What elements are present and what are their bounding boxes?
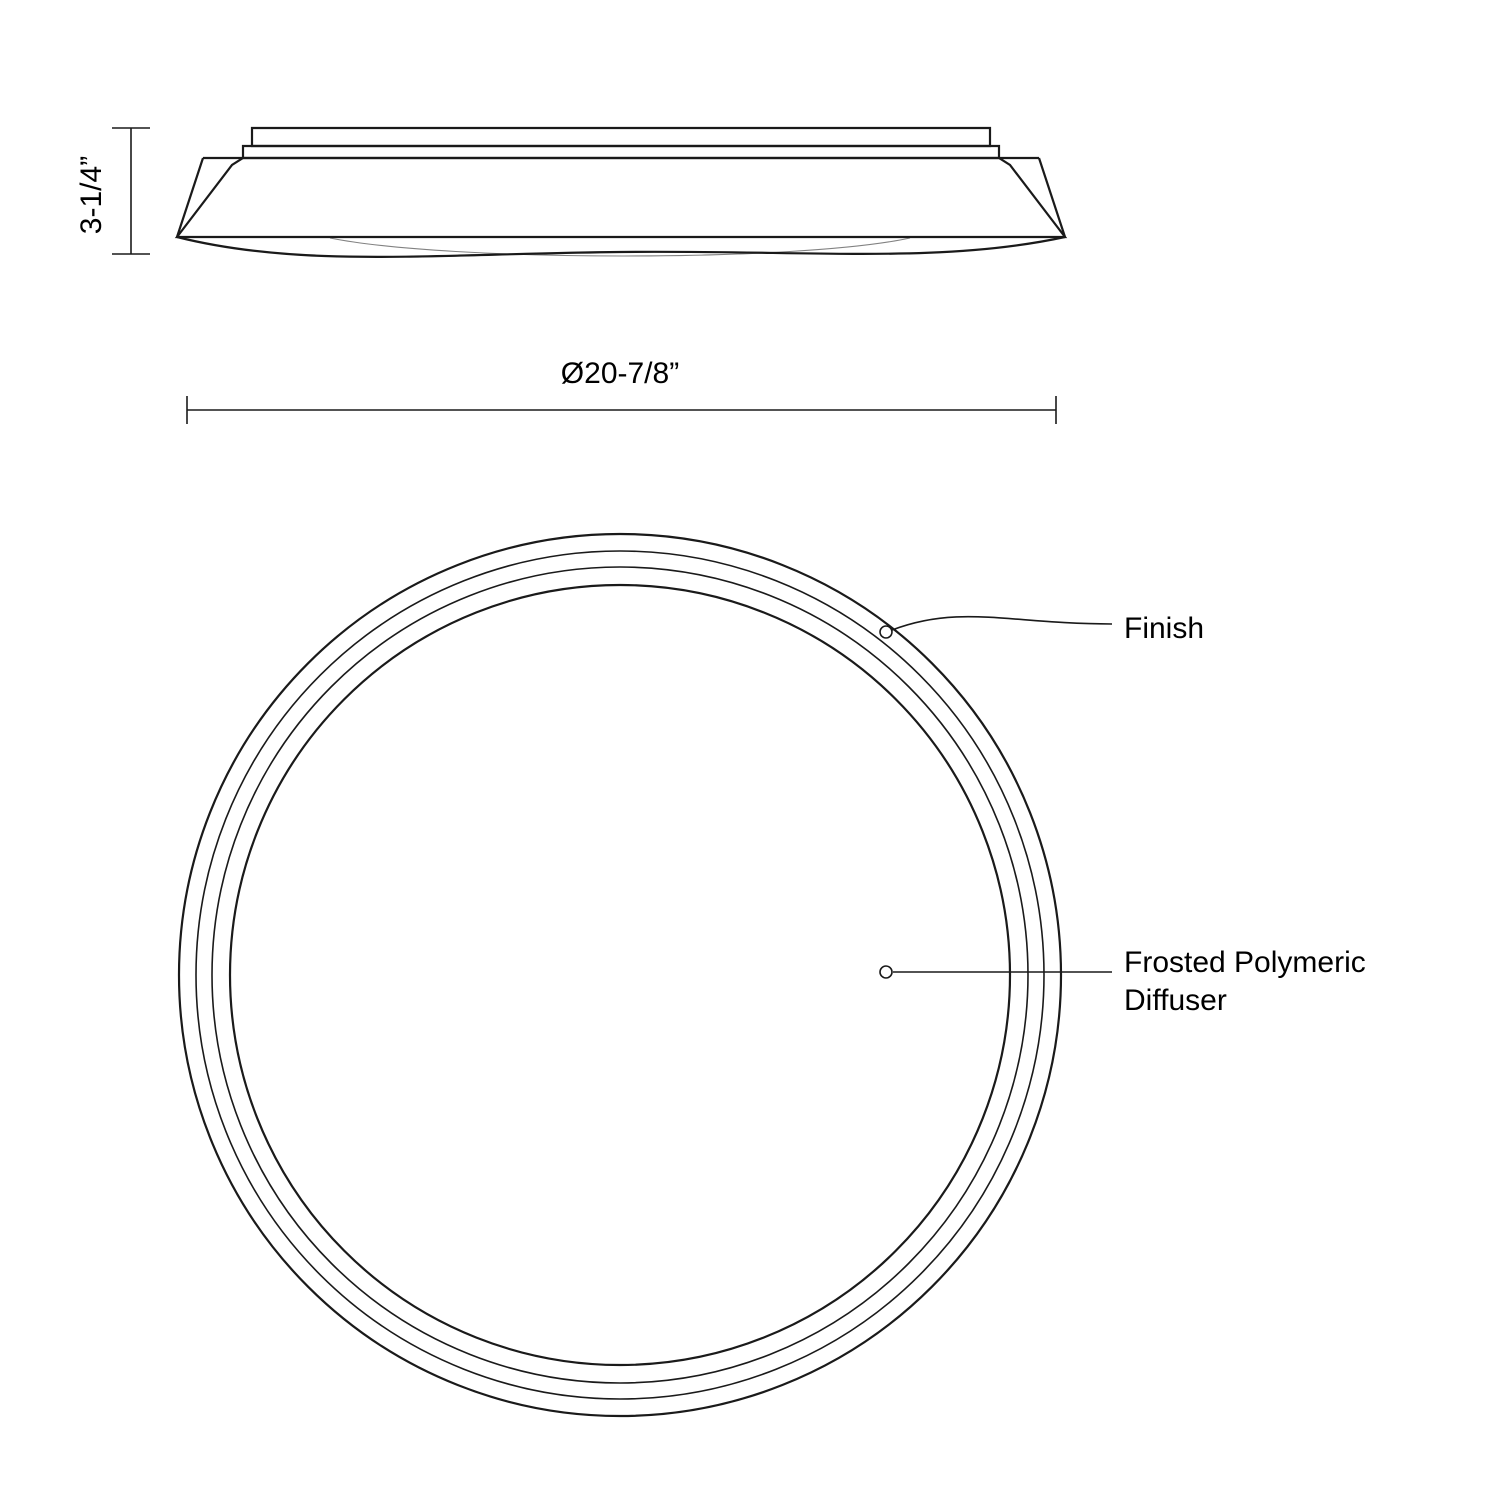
diameter-dimension <box>187 396 1056 424</box>
plan-shoulder-circle <box>212 567 1028 1383</box>
callout-label-finish: Finish <box>1124 612 1205 645</box>
fixture-body-outline <box>177 158 203 237</box>
side-elevation-view <box>177 128 1065 257</box>
fixture-diffuser-profile <box>177 237 1065 257</box>
diameter-dimension-label: Ø20-7/8” <box>560 357 680 390</box>
fixture-body-shell <box>177 158 1065 237</box>
plan-outer-rim-circle <box>179 534 1061 1416</box>
callout-label-diffuser: Frosted Polymeric Diffuser <box>1124 946 1366 1017</box>
fixture-body-outline-right <box>1039 158 1065 237</box>
plan-diffuser-circle <box>230 585 1010 1365</box>
finish-leader-dot <box>880 626 892 638</box>
fixture-upper-ring <box>243 146 999 158</box>
plan-body-circle <box>196 551 1044 1399</box>
height-dimension <box>112 128 150 254</box>
diffuser-leader-dot <box>880 966 892 978</box>
plan-view <box>179 534 1061 1416</box>
fixture-top-cap <box>252 128 990 146</box>
finish-leader-line <box>892 617 1112 630</box>
height-dimension-label: 3-1/4” <box>75 155 108 235</box>
